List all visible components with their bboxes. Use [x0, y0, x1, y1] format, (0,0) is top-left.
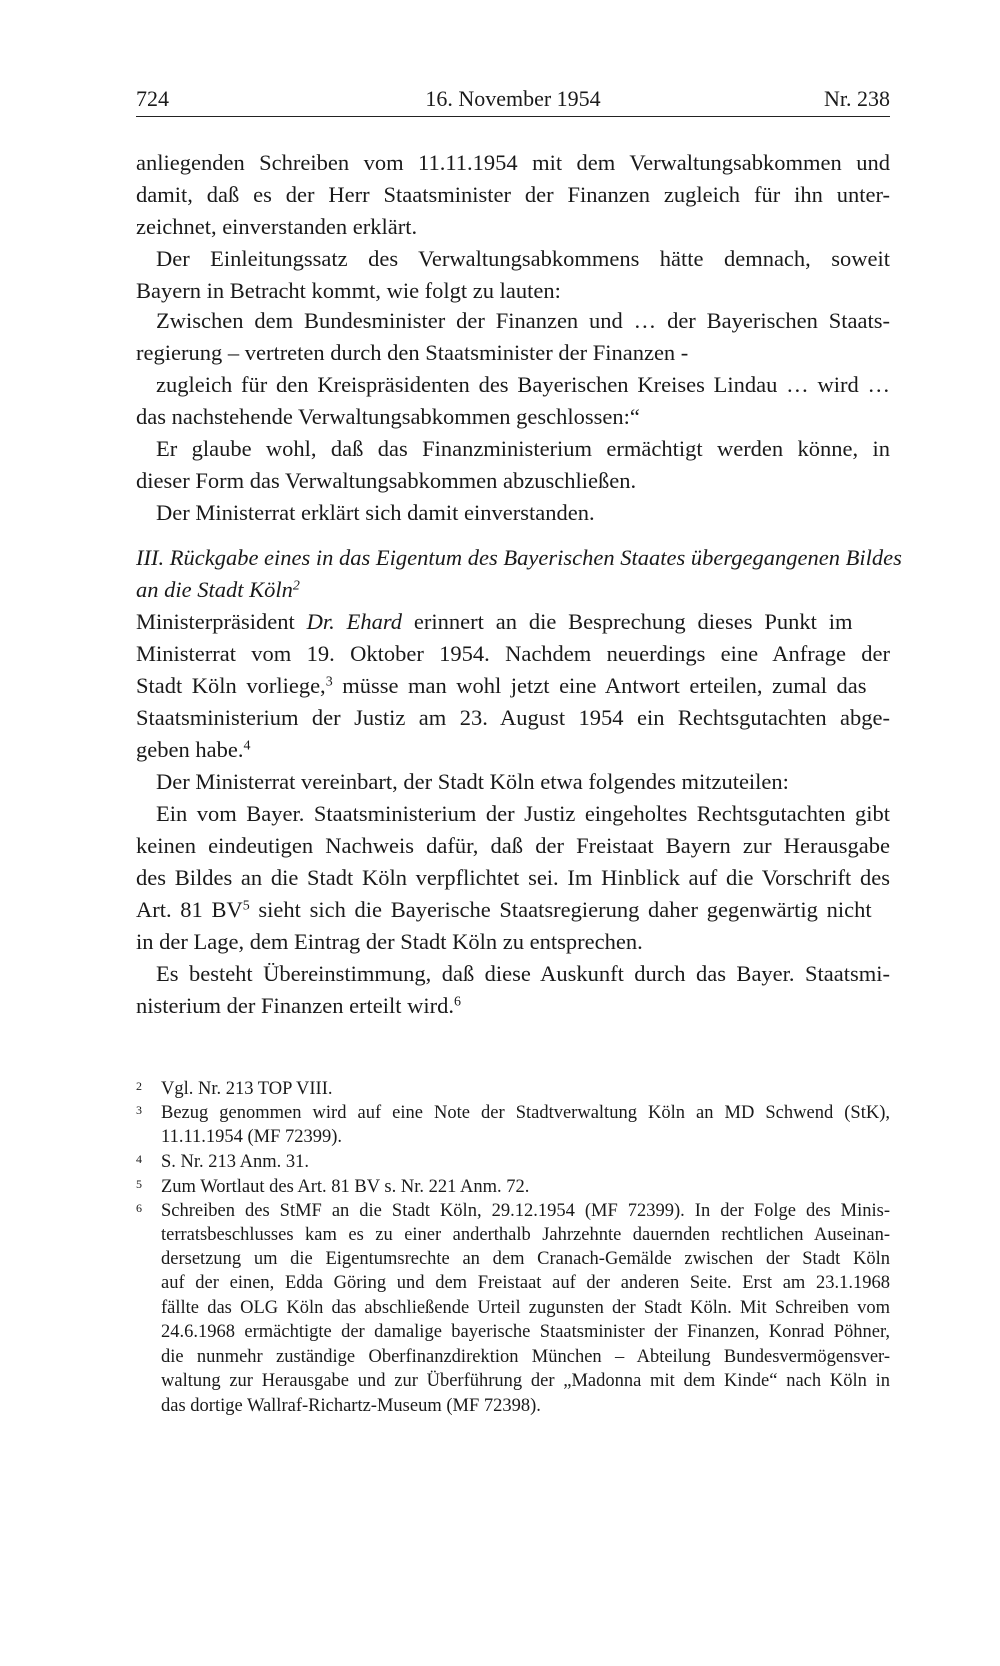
- footnote-text: Zum Wortlaut des Art. 81 BV s. Nr. 221 Anm. 72.: [161, 1177, 530, 1197]
- page-number: 724: [136, 86, 169, 111]
- footnote-ref[interactable]: 2: [292, 578, 300, 594]
- text-run: Ministerpräsident: [136, 609, 307, 634]
- body-line: Er glaube wohl, daß das Finanzministerium ermächtigt werden könne, in: [156, 436, 890, 461]
- body-line: Zwischen dem Bundesminister der Finanzen und … der Bayerischen Staats-: [156, 308, 890, 333]
- footnote-text: die nunmehr zuständige Oberfinanzdirektion München – Abteilung Bundesvermögensver-: [161, 1347, 890, 1367]
- footnote-text: Vgl. Nr. 213 TOP VIII.: [161, 1079, 333, 1099]
- footnote-6-cont: [136, 1345, 890, 1369]
- footnote-3-cont: [136, 1125, 890, 1149]
- body-line: Der Ministerrat vereinbart, der Stadt Köln etwa folgendes mitzuteilen:: [156, 769, 789, 794]
- body-line: Bayern in Betracht kommt, wie folgt zu lauten:: [136, 278, 561, 303]
- body-line: [136, 735, 890, 765]
- footnote-ref[interactable]: 5: [242, 898, 250, 914]
- footnote-text: terratsbeschlusses kam es zu einer anderthalb Jahrzehnte dauernden rechtlichen Auseinan-: [161, 1225, 890, 1245]
- footnote-text: das dortige Wallraf-Richartz-Museum (MF 72398).: [161, 1396, 541, 1416]
- text-run: geben habe.: [136, 737, 244, 762]
- body-line: regierung – vertreten durch den Staatsminister der Finanzen -: [136, 340, 689, 365]
- section-heading: [136, 575, 890, 605]
- section-heading: [136, 543, 902, 573]
- body-line: des Bildes an die Stadt Köln verpflichtet sei. Im Hinblick auf die Vorschrift des: [136, 865, 890, 890]
- footnote-6-cont: [136, 1369, 890, 1393]
- running-header: [136, 84, 890, 114]
- section-heading-line1: III. Rückgabe eines in das Eigentum des Bayerischen Staates übergegangenen Bildes: [136, 545, 902, 570]
- footnote-6-cont: [136, 1223, 890, 1247]
- footnote-text: Bezug genommen wird auf eine Note der Stadtverwaltung Köln an MD Schwend (StK),: [161, 1103, 890, 1123]
- footnote-text: Schreiben des StMF an die Stadt Köln, 29.12.1954 (MF 72399). In der Folge des Minis-: [161, 1201, 890, 1221]
- footnote-5: [136, 1175, 890, 1199]
- footnote-6-cont: [136, 1247, 890, 1271]
- body-line: anliegenden Schreiben vom 11.11.1954 mit dem Verwaltungsabkommen und: [136, 150, 890, 175]
- body-line: zeichnet, einverstanden erklärt.: [136, 214, 418, 239]
- footnote-4: [136, 1150, 890, 1174]
- footnote-text: S. Nr. 213 Anm. 31.: [161, 1152, 310, 1172]
- text-run: nisterium der Finanzen erteilt wird.: [136, 993, 455, 1018]
- footnote-text: auf der einen, Edda Göring und dem Freistaat auf der anderen Seite. Erst am 23.1.1968: [161, 1273, 890, 1293]
- header-rule: [136, 116, 890, 117]
- footnote-ref[interactable]: 3: [325, 674, 333, 690]
- body-line: [136, 671, 890, 701]
- person-name: Dr. Ehard: [306, 609, 403, 634]
- body-line: Der Ministerrat erklärt sich damit einverstanden.: [156, 500, 595, 525]
- footnote-2: [136, 1077, 890, 1101]
- footnote-6-cont: [136, 1296, 890, 1320]
- footnote-number: 5: [136, 1177, 142, 1191]
- footnote-3: [136, 1101, 890, 1125]
- body-line: damit, daß es der Herr Staatsminister der Finanzen zugleich für ihn unter-: [136, 182, 890, 207]
- body-line: Ministerrat vom 19. Oktober 1954. Nachdem neuerdings eine Anfrage der: [136, 641, 890, 666]
- footnote-text: waltung zur Herausgabe und zur Überführung der „Madonna mit dem Kinde“ nach Köln in: [161, 1371, 890, 1391]
- body-line: das nachstehende Verwaltungsabkommen geschlossen:“: [136, 404, 640, 429]
- text-run: sieht sich die Bayerische Staatsregierung daher gegenwärtig nicht: [249, 897, 872, 922]
- footnote-number: 3: [136, 1103, 142, 1117]
- footnote-6: [136, 1199, 890, 1223]
- body-line: dieser Form das Verwaltungsabkommen abzuschließen.: [136, 468, 637, 493]
- text-run: erinnert an die Besprechung dieses Punkt im: [402, 609, 853, 634]
- body-line: keinen eindeutigen Nachweis dafür, daß der Freistaat Bayern zur Herausgabe: [136, 833, 890, 858]
- footnote-text: 11.11.1954 (MF 72399).: [161, 1127, 343, 1147]
- header-date: 16. November 1954: [425, 86, 601, 111]
- footnote-text: 24.6.1968 ermächtigte der damalige bayerische Staatsminister der Finanzen, Konrad Pöhner,: [161, 1322, 890, 1342]
- body-line: in der Lage, dem Eintrag der Stadt Köln zu entsprechen.: [136, 929, 643, 954]
- text-run: Art. 81 BV: [136, 897, 243, 922]
- footnote-ref[interactable]: 4: [243, 738, 251, 754]
- text-run: müsse man wohl jetzt eine Antwort erteilen, zumal das: [332, 673, 867, 698]
- footnote-text: fällte das OLG Köln das abschließende Urteil zugunsten der Stadt Köln. Mit Schreiben vom: [161, 1298, 890, 1318]
- footnote-number: 2: [136, 1079, 142, 1093]
- footnote-6-cont: [136, 1271, 890, 1295]
- body-line: Es besteht Übereinstimmung, daß diese Auskunft durch das Bayer. Staatsmi-: [156, 961, 890, 986]
- body-line: Ein vom Bayer. Staatsministerium der Justiz eingeholtes Rechtsgutachten gibt: [156, 801, 890, 826]
- footnote-text: dersetzung um die Eigentumsrechte an dem Cranach-Gemälde zwischen der Stadt Köln: [161, 1249, 890, 1269]
- document-number: Nr. 238: [824, 86, 890, 111]
- footnote-6-cont: [136, 1394, 890, 1418]
- body-line: zugleich für den Kreispräsidenten des Bayerischen Kreises Lindau … wird …: [156, 372, 890, 397]
- footnote-number: 6: [136, 1201, 142, 1215]
- body-line: [136, 895, 890, 925]
- footnote-6-cont: [136, 1320, 890, 1344]
- body-line: [136, 991, 890, 1021]
- footnote-ref[interactable]: 6: [454, 994, 462, 1010]
- footnote-number: 4: [136, 1152, 142, 1166]
- text-run: Stadt Köln vorliege,: [136, 673, 326, 698]
- section-heading-line2: an die Stadt Köln: [136, 577, 293, 602]
- body-line: [136, 607, 890, 637]
- body-line: Der Einleitungssatz des Verwaltungsabkommens hätte demnach, soweit: [156, 246, 890, 271]
- body-line: Staatsministerium der Justiz am 23. August 1954 ein Rechtsgutachten abge-: [136, 705, 890, 730]
